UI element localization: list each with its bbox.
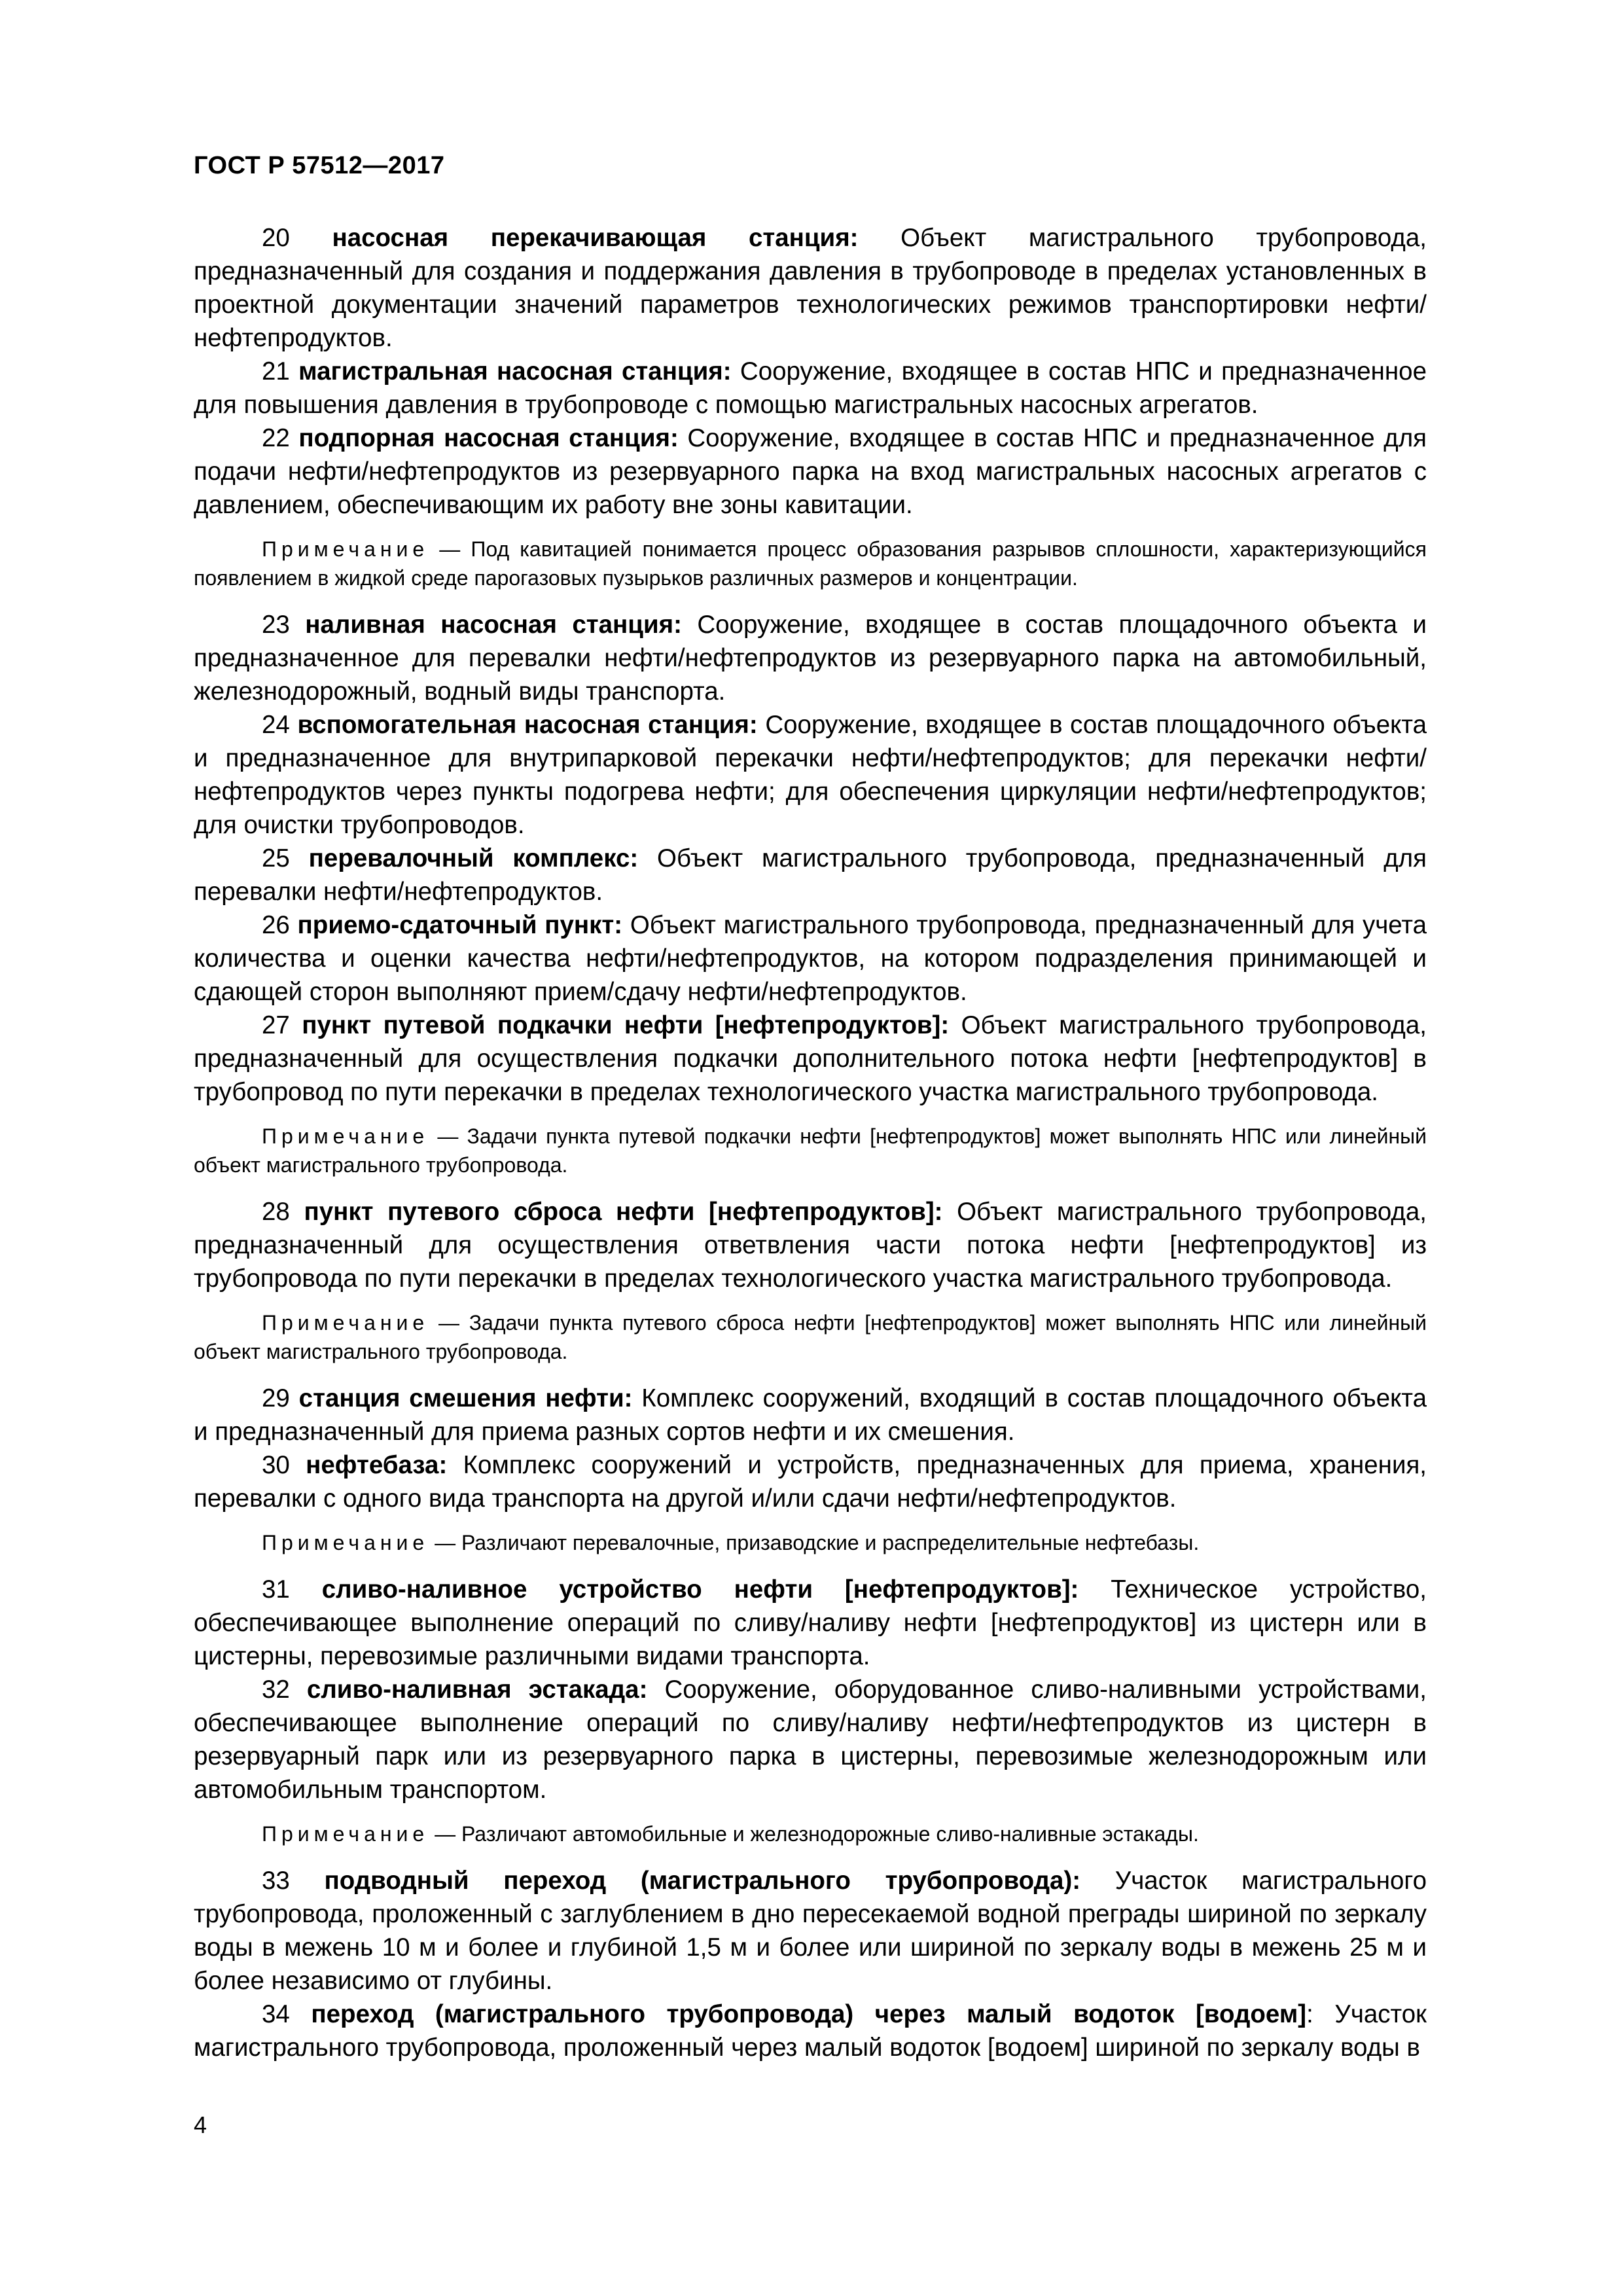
term-definition: Объект магистрального трубопровода, предназначенный для осуществления подкачки дополнительного потока нефти [нефтепродуктов] в трубопровод по пути перекачки в пределах технологического участка магистрального трубопровода. (194, 1011, 1427, 1106)
term-number: 31 (262, 1575, 290, 1604)
term-number: 33 (262, 1867, 290, 1895)
term-entry-24 (194, 708, 1427, 842)
note-text: — Под кавитацией понимается процесс образования разрывов сплошности, характеризующийся появлением в жидкой среде парогазовых пузырьков различных размеров и концентрации. (194, 537, 1427, 590)
document-header: ГОСТ Р 57512—2017 (194, 152, 445, 179)
term-entry-32 (194, 1673, 1427, 1806)
term-title: пункт путевой подкачки нефти [нефтепродуктов]: (302, 1011, 950, 1039)
term-number: 29 (262, 1384, 290, 1412)
term-entry-22 (194, 422, 1427, 522)
term-number: 21 (262, 357, 290, 386)
term-number: 32 (262, 1676, 290, 1704)
term-definition: Сооружение, входящее в состав площадочного объекта и предназначенное для внутрипарковой перекачки нефти/нефтепродуктов; для перекачки нефти/нефтепродуктов через пункты подогрева нефти; для обеспечения циркуляции нефти/нефтепродуктов; для очистки трубопроводов. (194, 711, 1427, 839)
term-entry-33 (194, 1864, 1427, 1998)
term-definition: Объект магистрального трубопровода, предназначенный для учета количества и оценки качества нефти/нефтепродуктов, на котором подразделения принимающей и сдающей сторон выполняют прием/сдачу нефти/нефтепродуктов. (194, 911, 1427, 1006)
note-27 (194, 1122, 1427, 1179)
term-title: нефтебаза: (306, 1451, 448, 1479)
page-number: 4 (194, 2111, 207, 2138)
term-title: вспомогательная насосная станция: (297, 711, 758, 739)
note-label: Примечание (262, 537, 429, 561)
note-text: — Различают автомобильные и железнодорожные сливо-наливные эстакады. (429, 1822, 1199, 1846)
term-definition: Комплекс сооружений, входящий в состав площадочного объекта и предназначенный для приема разных сортов нефти и их смешения. (194, 1384, 1427, 1446)
term-definition: Техническое устройство, обеспечивающее выполнение операций по сливу/наливу нефти [нефтепродуктов] из цистерн или в цистерны, перевозимые различными видами транспорта. (194, 1575, 1427, 1670)
term-definition: Сооружение, входящее в состав площадочного объекта и предназначенное для перевалки нефти/нефтепродуктов из резервуарного парка на автомобильный, железнодорожный, водный виды транспорта. (194, 611, 1427, 706)
term-entry-27 (194, 1009, 1427, 1109)
term-entry-28 (194, 1195, 1427, 1295)
term-title: насосная перекачивающая станция: (332, 224, 859, 252)
term-title: магистральная насосная станция: (298, 357, 732, 386)
term-number: 28 (262, 1198, 290, 1226)
term-entry-31 (194, 1573, 1427, 1673)
note-30 (194, 1528, 1427, 1557)
term-entry-29 (194, 1382, 1427, 1448)
term-number: 25 (262, 844, 290, 872)
term-definition: Комплекс сооружений и устройств, предназначенных для приема, хранения, перевалки с одного вида транспорта на другой и/или сдачи нефти/нефтепродуктов. (194, 1451, 1427, 1513)
note-label: Примечание (262, 1531, 429, 1554)
term-definition: : Участок магистрального трубопровода, проложенный через малый водоток [водоем] шириной по зеркалу воды в (194, 2000, 1427, 2062)
term-entry-20 (194, 221, 1427, 355)
term-entry-23 (194, 608, 1427, 708)
term-number: 30 (262, 1451, 290, 1479)
note-label: Примечание (262, 1124, 429, 1148)
note-32 (194, 1820, 1427, 1848)
term-number: 26 (262, 911, 290, 939)
term-number: 20 (262, 224, 290, 252)
term-number: 23 (262, 611, 290, 639)
note-28 (194, 1308, 1427, 1366)
term-title: пункт путевого сброса нефти [нефтепродуктов]: (304, 1198, 943, 1226)
term-definition: Объект магистрального трубопровода, предназначенный для осуществления ответвления части потока нефти [нефтепродуктов] из трубопровода по пути перекачки в пределах технологического участка магистрального трубопровода. (194, 1198, 1427, 1293)
term-number: 27 (262, 1011, 290, 1039)
term-title: перевалочный комплекс: (308, 844, 639, 872)
term-definition: Сооружение, входящее в состав НПС и предназначенное для повышения давления в трубопроводе с помощью магистральных насосных агрегатов. (194, 357, 1427, 419)
term-title: станция смешения нефти: (298, 1384, 633, 1412)
term-title: наливная насосная станция: (305, 611, 682, 639)
note-text: — Задачи пункта путевой подкачки нефти [нефтепродуктов] может выполнять НПС или линейный объект магистрального трубопровода. (194, 1124, 1427, 1177)
term-entry-30 (194, 1448, 1427, 1515)
note-label: Примечание (262, 1311, 429, 1335)
term-title: подпорная насосная станция: (298, 424, 679, 452)
term-definition: Участок магистрального трубопровода, проложенный с заглублением в дно пересекаемой водной преграды шириной по зеркалу воды в межень 10 м и более и глубиной 1,5 м и более или шириной по зеркалу воды в межень 25 м и более независимо от глубины. (194, 1867, 1427, 1995)
term-entry-25 (194, 842, 1427, 908)
term-number: 24 (262, 711, 290, 739)
terms-list (194, 221, 1427, 2064)
term-definition: Сооружение, входящее в состав НПС и предназначенное для подачи нефти/нефтепродуктов из резервуарного парка на вход магистральных насосных агрегатов с давлением, обеспечивающим их работу вне зоны кавитации. (194, 424, 1427, 519)
term-number: 22 (262, 424, 290, 452)
term-entry-26 (194, 908, 1427, 1009)
term-title: сливо-наливное устройство нефти [нефтепродуктов]: (321, 1575, 1079, 1604)
term-entry-21 (194, 355, 1427, 422)
term-title: переход (магистрального трубопровода) через малый водоток [водоем] (311, 2000, 1307, 2028)
note-label: Примечание (262, 1822, 429, 1846)
term-definition: Объект магистрального трубопровода, предназначенный для перевалки нефти/нефтепродуктов. (194, 844, 1427, 906)
term-number: 34 (262, 2000, 290, 2028)
note-22 (194, 535, 1427, 592)
term-definition: Сооружение, оборудованное сливо-наливными устройствами, обеспечивающее выполнение операций по сливу/наливу нефти/нефтепродуктов из цистерн в резервуарный парк или из резервуарного парка в цистерны, перевозимые железнодорожным или автомобильным транспортом. (194, 1676, 1427, 1804)
term-title: подводный переход (магистрального трубопровода): (324, 1867, 1081, 1895)
term-entry-34 (194, 1998, 1427, 2064)
term-title: сливо-наливная эстакада: (306, 1676, 648, 1704)
note-text: — Различают перевалочные, призаводские и распределительные нефтебазы. (429, 1531, 1200, 1554)
term-definition: Объект магистрального трубопровода, предназначенный для создания и поддержания давления в трубопроводе в пределах установленных в проектной документации значений параметров технологических режимов транспортировки нефти/нефтепродуктов. (194, 224, 1427, 352)
note-text: — Задачи пункта путевого сброса нефти [нефтепродуктов] может выполнять НПС или линейный объект магистрального трубопровода. (194, 1311, 1427, 1363)
term-title: приемо-сдаточный пункт: (297, 911, 623, 939)
